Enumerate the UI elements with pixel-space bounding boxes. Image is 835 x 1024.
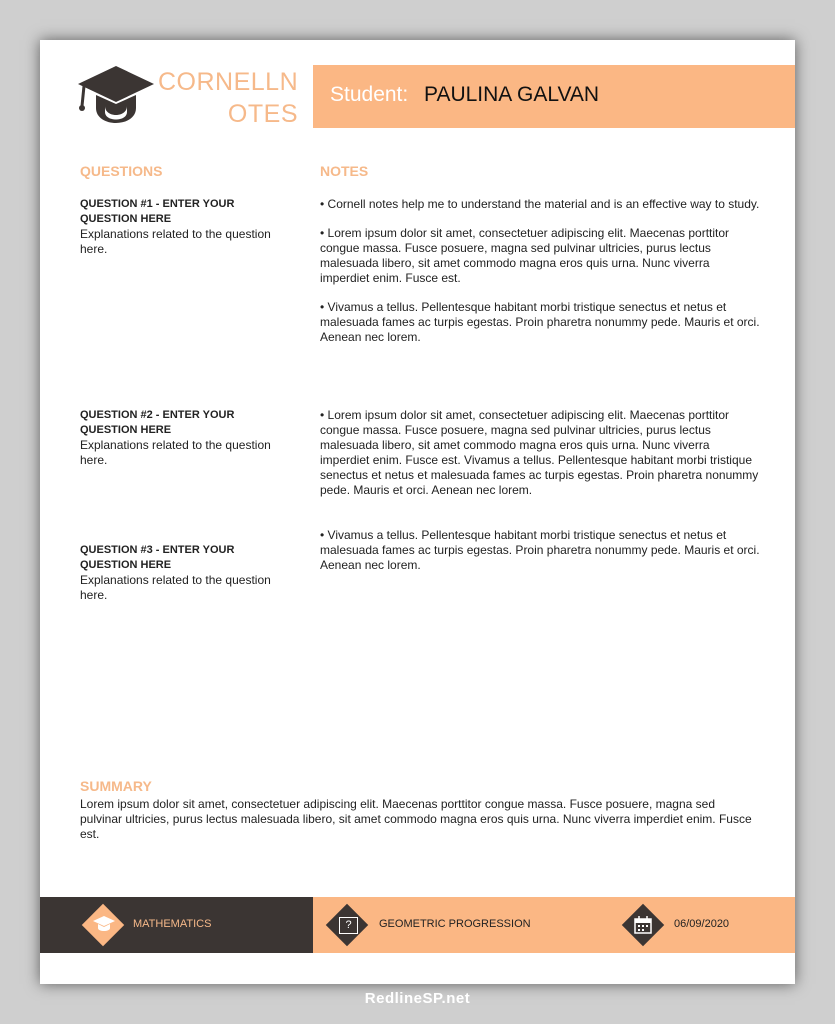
notes-block-3 bbox=[320, 528, 760, 587]
date-label: 06/09/2020 bbox=[674, 918, 730, 930]
question-3-title-line2: QUESTION HERE bbox=[80, 559, 172, 571]
question-3-title-line1: QUESTION #3 - ENTER YOUR bbox=[80, 544, 235, 556]
cornell-notes-page bbox=[40, 40, 795, 984]
note-3: • Vivamus a tellus. Pellentesque habitant morbi tristique senectus et netus et malesuada fames ac turpis egestas. Proin pharetra nonummy pede. Mauris et orci. Aenean nec lorem. bbox=[320, 300, 760, 344]
brand-title-line1: CORNELLN bbox=[158, 68, 299, 96]
note-4: • Lorem ipsum dolor sit amet, consectetuer adipiscing elit. Maecenas porttitor congue massa. Fusce posuere, magna sed pulvinar ultricies, purus lectus malesuada libero, sit amet commodo magna eros quis urna. Nunc viverra imperdiet enim. Fusce est. Vivamus a tellus. Pellentesque habitant morbi tristique senectus et netus et malesuada fames ac turpis egestas. Proin pharetra nonummy pede. Mauris et orci. Aenean nec lorem. bbox=[320, 408, 759, 497]
watermark: RedlineSP.net bbox=[364, 990, 471, 1007]
notes-block-2 bbox=[320, 408, 760, 512]
graduation-cap-icon bbox=[74, 62, 156, 132]
note-1: • Cornell notes help me to understand the material and is an effective way to study. bbox=[320, 197, 760, 211]
footer-subject bbox=[40, 897, 313, 953]
footer-details bbox=[313, 897, 795, 953]
question-1 bbox=[80, 197, 300, 257]
questions-heading: QUESTIONS bbox=[80, 163, 163, 179]
question-2-title-line2: QUESTION HERE bbox=[80, 424, 172, 436]
question-mark-icon: ? bbox=[339, 917, 358, 934]
question-2-desc: Explanations related to the question here. bbox=[80, 438, 271, 467]
question-2-title-line1: QUESTION #2 - ENTER YOUR bbox=[80, 409, 235, 421]
student-label: Student: bbox=[330, 83, 409, 106]
calendar-icon bbox=[633, 915, 653, 935]
question-2 bbox=[80, 408, 300, 468]
notes-heading: NOTES bbox=[320, 163, 369, 179]
summary-heading: SUMMARY bbox=[80, 778, 152, 794]
topic-label: GEOMETRIC PROGRESSION bbox=[379, 918, 531, 930]
question-1-desc: Explanations related to the question here. bbox=[80, 227, 271, 256]
summary-text: Lorem ipsum dolor sit amet, consectetuer adipiscing elit. Maecenas porttitor congue massa. Fusce posuere, magna sed pulvinar ultricies, purus lectus malesuada libero, sit amet commodo magna eros quis urna. Nunc viverra imperdiet enim. Fusce est. bbox=[80, 797, 752, 841]
brand-title bbox=[158, 66, 298, 130]
note-5: • Vivamus a tellus. Pellentesque habitant morbi tristique senectus et netus et malesuada fames ac turpis egestas. Proin pharetra nonummy pede. Mauris et orci. Aenean nec lorem. bbox=[320, 528, 760, 572]
question-3 bbox=[80, 543, 300, 603]
note-2: • Lorem ipsum dolor sit amet, consectetuer adipiscing elit. Maecenas porttitor congue massa. Fusce posuere, magna sed pulvinar ultricies, purus lectus malesuada libero, sit amet commodo magna eros quis urna. Nunc viverra imperdiet enim. Fusce est. bbox=[320, 226, 730, 285]
notes-block-1 bbox=[320, 197, 760, 359]
question-1-title-line1: QUESTION #1 - ENTER YOUR bbox=[80, 198, 235, 210]
graduation-cap-icon bbox=[92, 915, 116, 935]
student-bar bbox=[313, 65, 795, 128]
brand-title-line2: OTES bbox=[227, 100, 298, 128]
question-1-title-line2: QUESTION HERE bbox=[80, 213, 172, 225]
question-3-desc: Explanations related to the question here. bbox=[80, 573, 271, 602]
subject-label: MATHEMATICS bbox=[133, 918, 212, 930]
student-name: PAULINA GALVAN bbox=[424, 83, 600, 106]
